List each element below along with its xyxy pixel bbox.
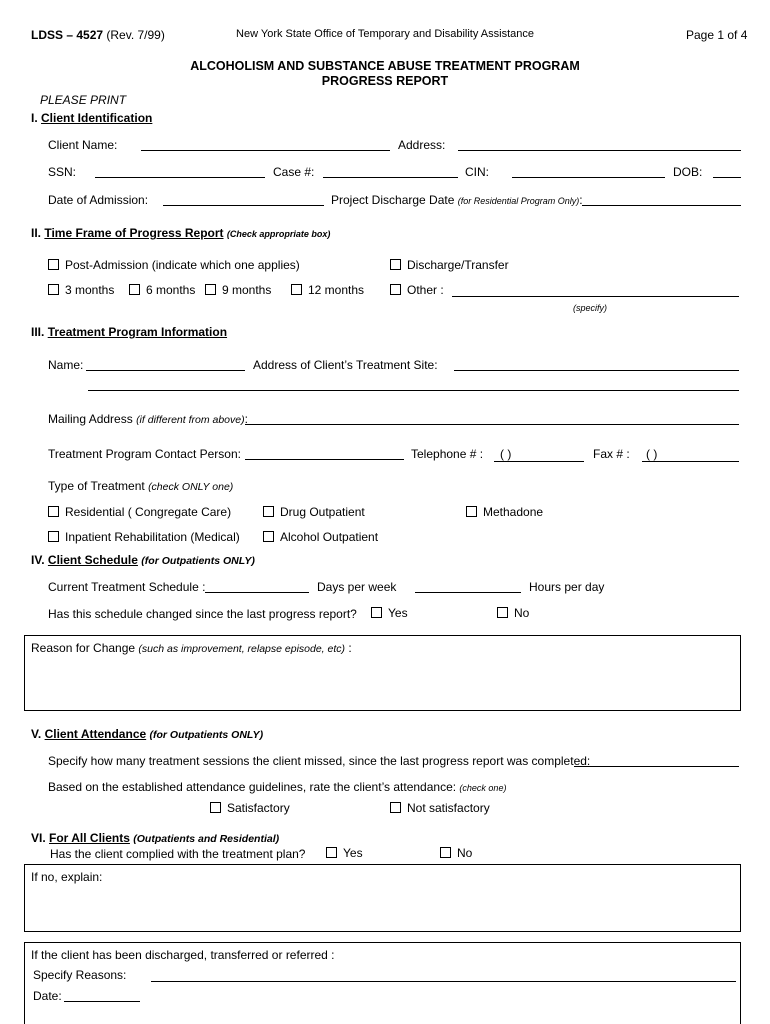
specify-reasons-label: Specify Reasons: <box>33 968 127 982</box>
schedule-no-checkbox[interactable] <box>497 607 508 618</box>
reason-for-change-box[interactable] <box>24 635 741 711</box>
discharge-transfer-option[interactable]: Discharge/Transfer <box>390 258 509 272</box>
program-name-field[interactable] <box>86 370 245 371</box>
cin-label: CIN: <box>465 165 489 179</box>
ssn-field[interactable] <box>95 177 265 178</box>
page-number: Page 1 of 4 <box>686 28 748 42</box>
methadone-option[interactable]: Methadone <box>466 505 543 519</box>
if-no-explain-box[interactable] <box>24 864 741 932</box>
section2-heading: II. Time Frame of Progress Report (Check appropriate box) <box>31 226 331 240</box>
form-title: ALCOHOLISM AND SUBSTANCE ABUSE TREATMENT PROGRAM <box>190 59 580 73</box>
discharge-transfer-checkbox[interactable] <box>390 259 401 270</box>
section4-heading: IV. Client Schedule (for Outpatients ONLY) <box>31 553 255 567</box>
section1-heading: I. Client Identification <box>31 111 153 125</box>
fax-field[interactable] <box>642 447 739 462</box>
telephone-label: Telephone # : <box>411 447 484 461</box>
post-admission-option[interactable]: Post-Admission (indicate which one applies) <box>48 258 300 272</box>
section5-heading: V. Client Attendance (for Outpatients ONLY) <box>31 727 264 741</box>
form-id: LDSS – 4527 (Rev. 7/99) <box>31 28 165 42</box>
please-print-note: PLEASE PRINT <box>40 93 127 107</box>
program-name-label: Name: <box>48 358 84 372</box>
other-specify-field[interactable] <box>452 296 739 297</box>
telephone-area-code: ( ) <box>500 447 512 461</box>
telephone-field[interactable] <box>494 447 584 462</box>
discharge-reasons-box[interactable] <box>24 942 741 1024</box>
discharge-date-label: Project Discharge Date (for Residential Program Only): <box>331 193 583 207</box>
current-schedule-label: Current Treatment Schedule : <box>48 580 206 594</box>
6-months-option[interactable]: 6 months <box>129 283 195 297</box>
drug-outpatient-option[interactable]: Drug Outpatient <box>263 505 365 519</box>
satisfactory-option[interactable]: Satisfactory <box>210 801 290 815</box>
schedule-changed-no[interactable]: No <box>497 606 529 620</box>
discharge-reasons-label: If the client has been discharged, transferred or referred : <box>31 948 335 962</box>
date-label: Date: <box>33 989 62 1003</box>
sessions-missed-field[interactable] <box>574 766 739 767</box>
schedule-changed-yes[interactable]: Yes <box>371 606 408 620</box>
days-per-week-field[interactable] <box>205 592 309 593</box>
methadone-checkbox[interactable] <box>466 506 477 517</box>
cin-field[interactable] <box>512 177 665 178</box>
alcohol-outpatient-checkbox[interactable] <box>263 531 274 542</box>
address-label: Address: <box>398 138 446 152</box>
12-months-option[interactable]: 12 months <box>291 283 364 297</box>
hours-per-day-label: Hours per day <box>529 580 605 594</box>
admission-label: Date of Admission: <box>48 193 149 207</box>
complied-question: Has the client complied with the treatment plan? <box>50 847 306 861</box>
site-address-label: Address of Client’s Treatment Site: <box>253 358 438 372</box>
residential-option[interactable]: Residential ( Congregate Care) <box>48 505 231 519</box>
complied-no[interactable]: No <box>440 846 472 860</box>
dob-label: DOB: <box>673 165 703 179</box>
discharge-date-field[interactable] <box>582 205 741 206</box>
dob-field[interactable] <box>713 177 741 178</box>
12-months-checkbox[interactable] <box>291 284 302 295</box>
attendance-rating-label: Based on the established attendance guidelines, rate the client’s attendance: (check one) <box>48 780 507 794</box>
site-address-field[interactable] <box>454 370 739 371</box>
mailing-address-label: Mailing Address (if different from above): <box>48 412 248 426</box>
drug-outpatient-checkbox[interactable] <box>263 506 274 517</box>
alcohol-outpatient-option[interactable]: Alcohol Outpatient <box>263 530 378 544</box>
residential-checkbox[interactable] <box>48 506 59 517</box>
agency-name: New York State Office of Temporary and Disability Assistance <box>236 28 534 40</box>
days-per-week-label: Days per week <box>317 580 397 594</box>
9-months-option[interactable]: 9 months <box>205 283 271 297</box>
schedule-yes-checkbox[interactable] <box>371 607 382 618</box>
contact-person-field[interactable] <box>245 459 404 460</box>
sessions-missed-label: Specify how many treatment sessions the client missed, since the last progress report was completed: <box>48 754 591 768</box>
other-checkbox[interactable] <box>390 284 401 295</box>
reason-for-change-label: Reason for Change (such as improvement, relapse episode, etc) : <box>31 641 352 655</box>
not-satisfactory-option[interactable]: Not satisfactory <box>390 801 490 815</box>
address-field[interactable] <box>458 150 741 151</box>
treatment-type-label: Type of Treatment (check ONLY one) <box>48 479 234 493</box>
post-admission-checkbox[interactable] <box>48 259 59 270</box>
ssn-label: SSN: <box>48 165 77 179</box>
client-name-label: Client Name: <box>48 138 118 152</box>
inpatient-option[interactable]: Inpatient Rehabilitation (Medical) <box>48 530 240 544</box>
complied-yes[interactable]: Yes <box>326 846 363 860</box>
schedule-changed-question: Has this schedule changed since the last progress report? <box>48 607 357 621</box>
specify-reasons-field[interactable] <box>151 981 736 982</box>
section6-heading: VI. For All Clients (Outpatients and Residential) <box>31 831 280 845</box>
section3-heading: III. Treatment Program Information <box>31 325 228 339</box>
mailing-address-field[interactable] <box>245 424 739 425</box>
9-months-checkbox[interactable] <box>205 284 216 295</box>
inpatient-checkbox[interactable] <box>48 531 59 542</box>
site-address-field-2[interactable] <box>88 390 739 391</box>
3-months-option[interactable]: 3 months <box>48 283 114 297</box>
complied-no-checkbox[interactable] <box>440 847 451 858</box>
admission-field[interactable] <box>163 205 324 206</box>
if-no-explain-label: If no, explain: <box>31 870 103 884</box>
case-label: Case #: <box>273 165 315 179</box>
case-field[interactable] <box>323 177 458 178</box>
contact-person-label: Treatment Program Contact Person: <box>48 447 241 461</box>
hours-per-day-field[interactable] <box>415 592 521 593</box>
form-subtitle: PROGRESS REPORT <box>321 74 449 88</box>
not-satisfactory-checkbox[interactable] <box>390 802 401 813</box>
3-months-checkbox[interactable] <box>48 284 59 295</box>
fax-label: Fax # : <box>593 447 630 461</box>
6-months-checkbox[interactable] <box>129 284 140 295</box>
client-name-field[interactable] <box>141 150 390 151</box>
specify-note: (specify) <box>573 303 608 313</box>
satisfactory-checkbox[interactable] <box>210 802 221 813</box>
date-field[interactable] <box>64 1001 140 1002</box>
other-option[interactable]: Other : <box>390 283 444 297</box>
fax-area-code: ( ) <box>646 447 658 461</box>
complied-yes-checkbox[interactable] <box>326 847 337 858</box>
